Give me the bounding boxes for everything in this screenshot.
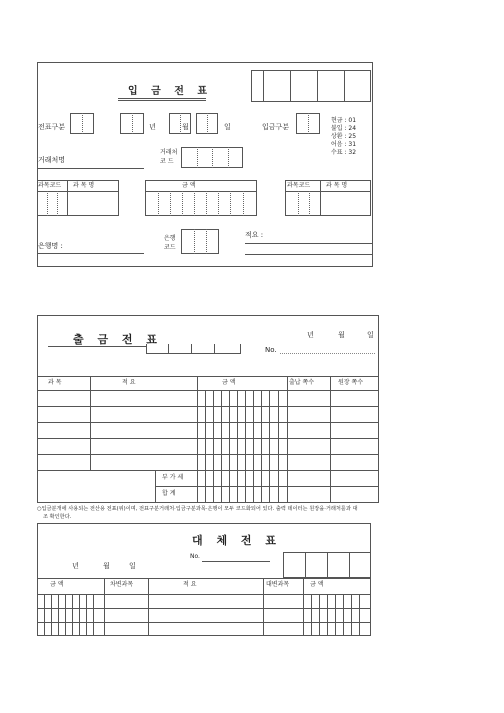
withdrawal-code-boxes[interactable] bbox=[146, 344, 241, 354]
col-amount: 금 액 bbox=[222, 379, 236, 386]
note-line-1: ○입금분개에 사용되는 전산용 전표(위)이며, 전표구분거래처·입금구분과목·은행이 모두 코드화되어 있다. 출력 데이터는 원장을·거래처를과 대 bbox=[37, 506, 358, 512]
withdrawal-month-label: 월 bbox=[338, 331, 345, 339]
transfer-day-label: 일 bbox=[129, 562, 136, 570]
transfer-col-remark: 적 요 bbox=[183, 581, 197, 588]
table-row[interactable] bbox=[37, 470, 379, 471]
client-code-label: 거래처 bbox=[160, 149, 178, 156]
table-row[interactable] bbox=[37, 622, 371, 623]
table-row[interactable] bbox=[37, 422, 379, 423]
acct-code-header-right: 과목코드 bbox=[287, 182, 311, 189]
col-subject: 과 목 bbox=[48, 379, 62, 386]
code-repay: 상환 : 25 bbox=[331, 133, 357, 140]
transfer-slip-title: 대 체 전 표 bbox=[192, 534, 281, 547]
amount-header: 금 액 bbox=[182, 182, 196, 189]
amount-table bbox=[145, 180, 257, 216]
transfer-col-amount-left: 금 액 bbox=[50, 581, 64, 588]
table-row[interactable] bbox=[37, 454, 379, 455]
total-label: 합 계 bbox=[162, 490, 176, 497]
client-name-field[interactable] bbox=[38, 168, 144, 169]
transfer-col-credit: 대변과목 bbox=[266, 581, 290, 588]
approval-boxes bbox=[251, 70, 371, 102]
table-row[interactable] bbox=[37, 406, 379, 407]
table-row[interactable] bbox=[37, 438, 379, 439]
day-label: 일 bbox=[224, 123, 231, 131]
code-payin: 불입 : 24 bbox=[331, 125, 357, 132]
col-ledger: 원장 쪽수 bbox=[338, 379, 364, 386]
bank-code-label: 은행 bbox=[164, 235, 176, 242]
client-name-label: 거래처명 bbox=[38, 156, 66, 164]
transfer-no-field[interactable] bbox=[202, 561, 270, 562]
note-line-2: 조 확인한다. bbox=[43, 514, 72, 520]
withdrawal-no-field[interactable] bbox=[280, 353, 375, 354]
table-row[interactable] bbox=[37, 608, 371, 609]
bank-code-label-2: 코드 bbox=[164, 244, 176, 251]
acct-code-header: 과목코드 bbox=[38, 182, 62, 189]
code-check: 수표 : 32 bbox=[331, 149, 357, 156]
slip-type-label: 전표구분 bbox=[38, 123, 66, 131]
acct-name-header-right: 과 목 명 bbox=[326, 182, 348, 189]
withdrawal-slip-title: 출 금 전 표 bbox=[73, 333, 162, 346]
month-label: 월 bbox=[182, 123, 189, 131]
bank-name-field[interactable] bbox=[38, 253, 144, 254]
col-remark: 적 요 bbox=[122, 379, 136, 386]
transfer-no-label: No. bbox=[190, 553, 200, 560]
remark-field[interactable] bbox=[245, 243, 372, 244]
col-outbook: 출납 쪽수 bbox=[289, 379, 315, 386]
code-bill: 어음 : 31 bbox=[331, 141, 357, 148]
bank-name-label: 은행명 : bbox=[38, 242, 63, 250]
deposit-slip-title: 입 금 전 표 bbox=[128, 86, 213, 97]
remark-label: 적요 : bbox=[245, 231, 264, 239]
transfer-col-amount-right: 금 액 bbox=[310, 581, 324, 588]
withdrawal-year-label: 년 bbox=[307, 331, 314, 339]
transfer-col-debit: 차변과목 bbox=[110, 581, 134, 588]
transfer-year-label: 년 bbox=[72, 562, 79, 570]
code-cash: 현금 : 01 bbox=[331, 117, 357, 124]
withdrawal-no-label: No. bbox=[265, 346, 277, 354]
transfer-month-label: 월 bbox=[103, 562, 110, 570]
client-code-label-2: 코 드 bbox=[160, 158, 174, 165]
deposit-type-label: 입금구분 bbox=[262, 123, 290, 131]
acct-name-header: 과 목 명 bbox=[73, 182, 95, 189]
year-label: 년 bbox=[149, 123, 156, 131]
bank-code-input[interactable] bbox=[181, 229, 219, 254]
vat-label: 부 가 세 bbox=[162, 474, 184, 481]
withdrawal-day-label: 일 bbox=[367, 331, 374, 339]
